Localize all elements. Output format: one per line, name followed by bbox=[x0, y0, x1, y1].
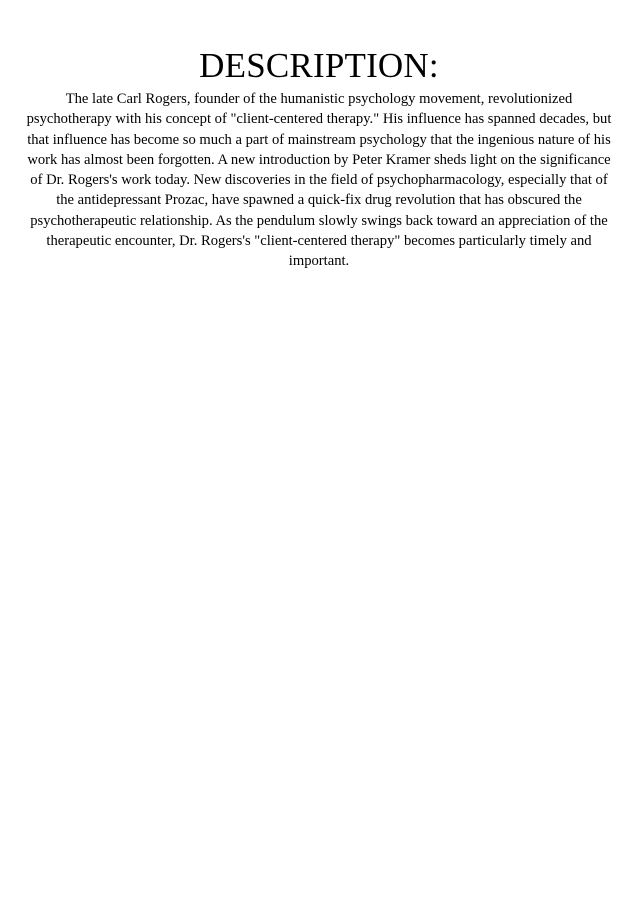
description-heading: DESCRIPTION: bbox=[199, 46, 439, 85]
description-paragraph: The late Carl Rogers, founder of the humanistic psychology movement, revolutionized psychotherapy with his concept of "client-centered therapy." His influence has spanned decades, but that influence has become so much a part of mainstream psychology that the ingenious nature of his work has almost been forgotten. A new introduction by Peter Kramer sheds light on the significance of Dr. Rogers's work today. New discoveries in the field of psychopharmacology, especially that of the antidepressant Prozac, have spawned a quick-fix drug revolution that has obscured the psychotherapeutic relationship. As the pendulum slowly swings back toward an appreciation of the therapeutic encounter, Dr. Rogers's "client-centered therapy" becomes particularly timely and important. bbox=[26, 91, 612, 270]
